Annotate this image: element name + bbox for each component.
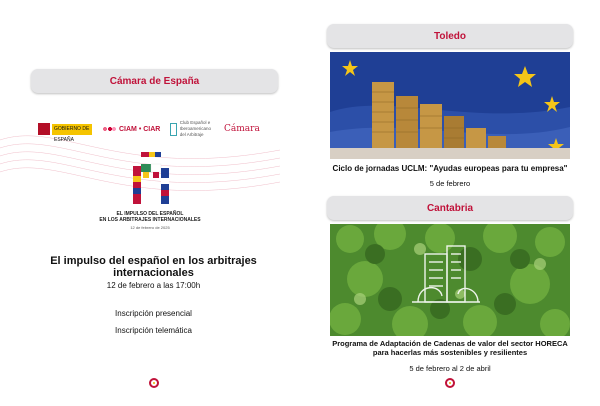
header-cantabria[interactable] <box>327 196 573 220</box>
event-title: El impulso del español en los arbitrajes internacionales <box>50 255 257 279</box>
cantabria-date: 5 de febrero al 2 de abril <box>409 364 491 373</box>
enye-emblem-icon <box>131 152 171 204</box>
header-toledo[interactable] <box>327 24 573 48</box>
toledo-caption[interactable]: Ciclo de jornadas UCLM: "Ayudas europeas para tu empresa" <box>332 164 568 173</box>
header-cantabria-label: Cantabria <box>426 202 474 214</box>
header-camara-espana-label: Cámara de España <box>109 75 200 87</box>
eu-coins-image[interactable] <box>330 52 570 159</box>
event-date: 12 de febrero a las 17:00h <box>106 281 201 290</box>
club-arbitraje-logo: Club Español e Iberoamericano del Arbitraje <box>170 119 218 139</box>
header-camara-espana[interactable] <box>31 69 278 93</box>
ciam-ciar-logo: CIAM • CIAR <box>102 119 164 139</box>
camara-logo-icon <box>445 378 455 388</box>
camara-logo: Cámara <box>224 124 260 134</box>
emblem-title: EL IMPULSO DEL ESPAÑOL EN LOS ARBITRAJES INTERNACIONALES <box>99 211 201 223</box>
cantabria-caption[interactable]: Programa de Adaptación de Cadenas de valor del sector HORECA para hacerlas más sostenibles y resilientes <box>332 339 568 357</box>
inscripcion-presencial-link[interactable]: Inscripción presencial <box>115 309 192 318</box>
forest-building-image[interactable] <box>330 224 570 336</box>
header-toledo-label: Toledo <box>433 30 467 42</box>
toledo-date: 5 de febrero <box>429 179 471 188</box>
gobierno-logo: GOBIERNO DE ESPAÑA <box>38 119 92 139</box>
camara-logo-icon <box>149 378 159 388</box>
emblem-date: 12 de febrero de 2025 <box>130 225 170 230</box>
inscripcion-telematica-link[interactable]: Inscripción telemática <box>115 326 192 335</box>
sponsor-logos <box>38 119 266 143</box>
